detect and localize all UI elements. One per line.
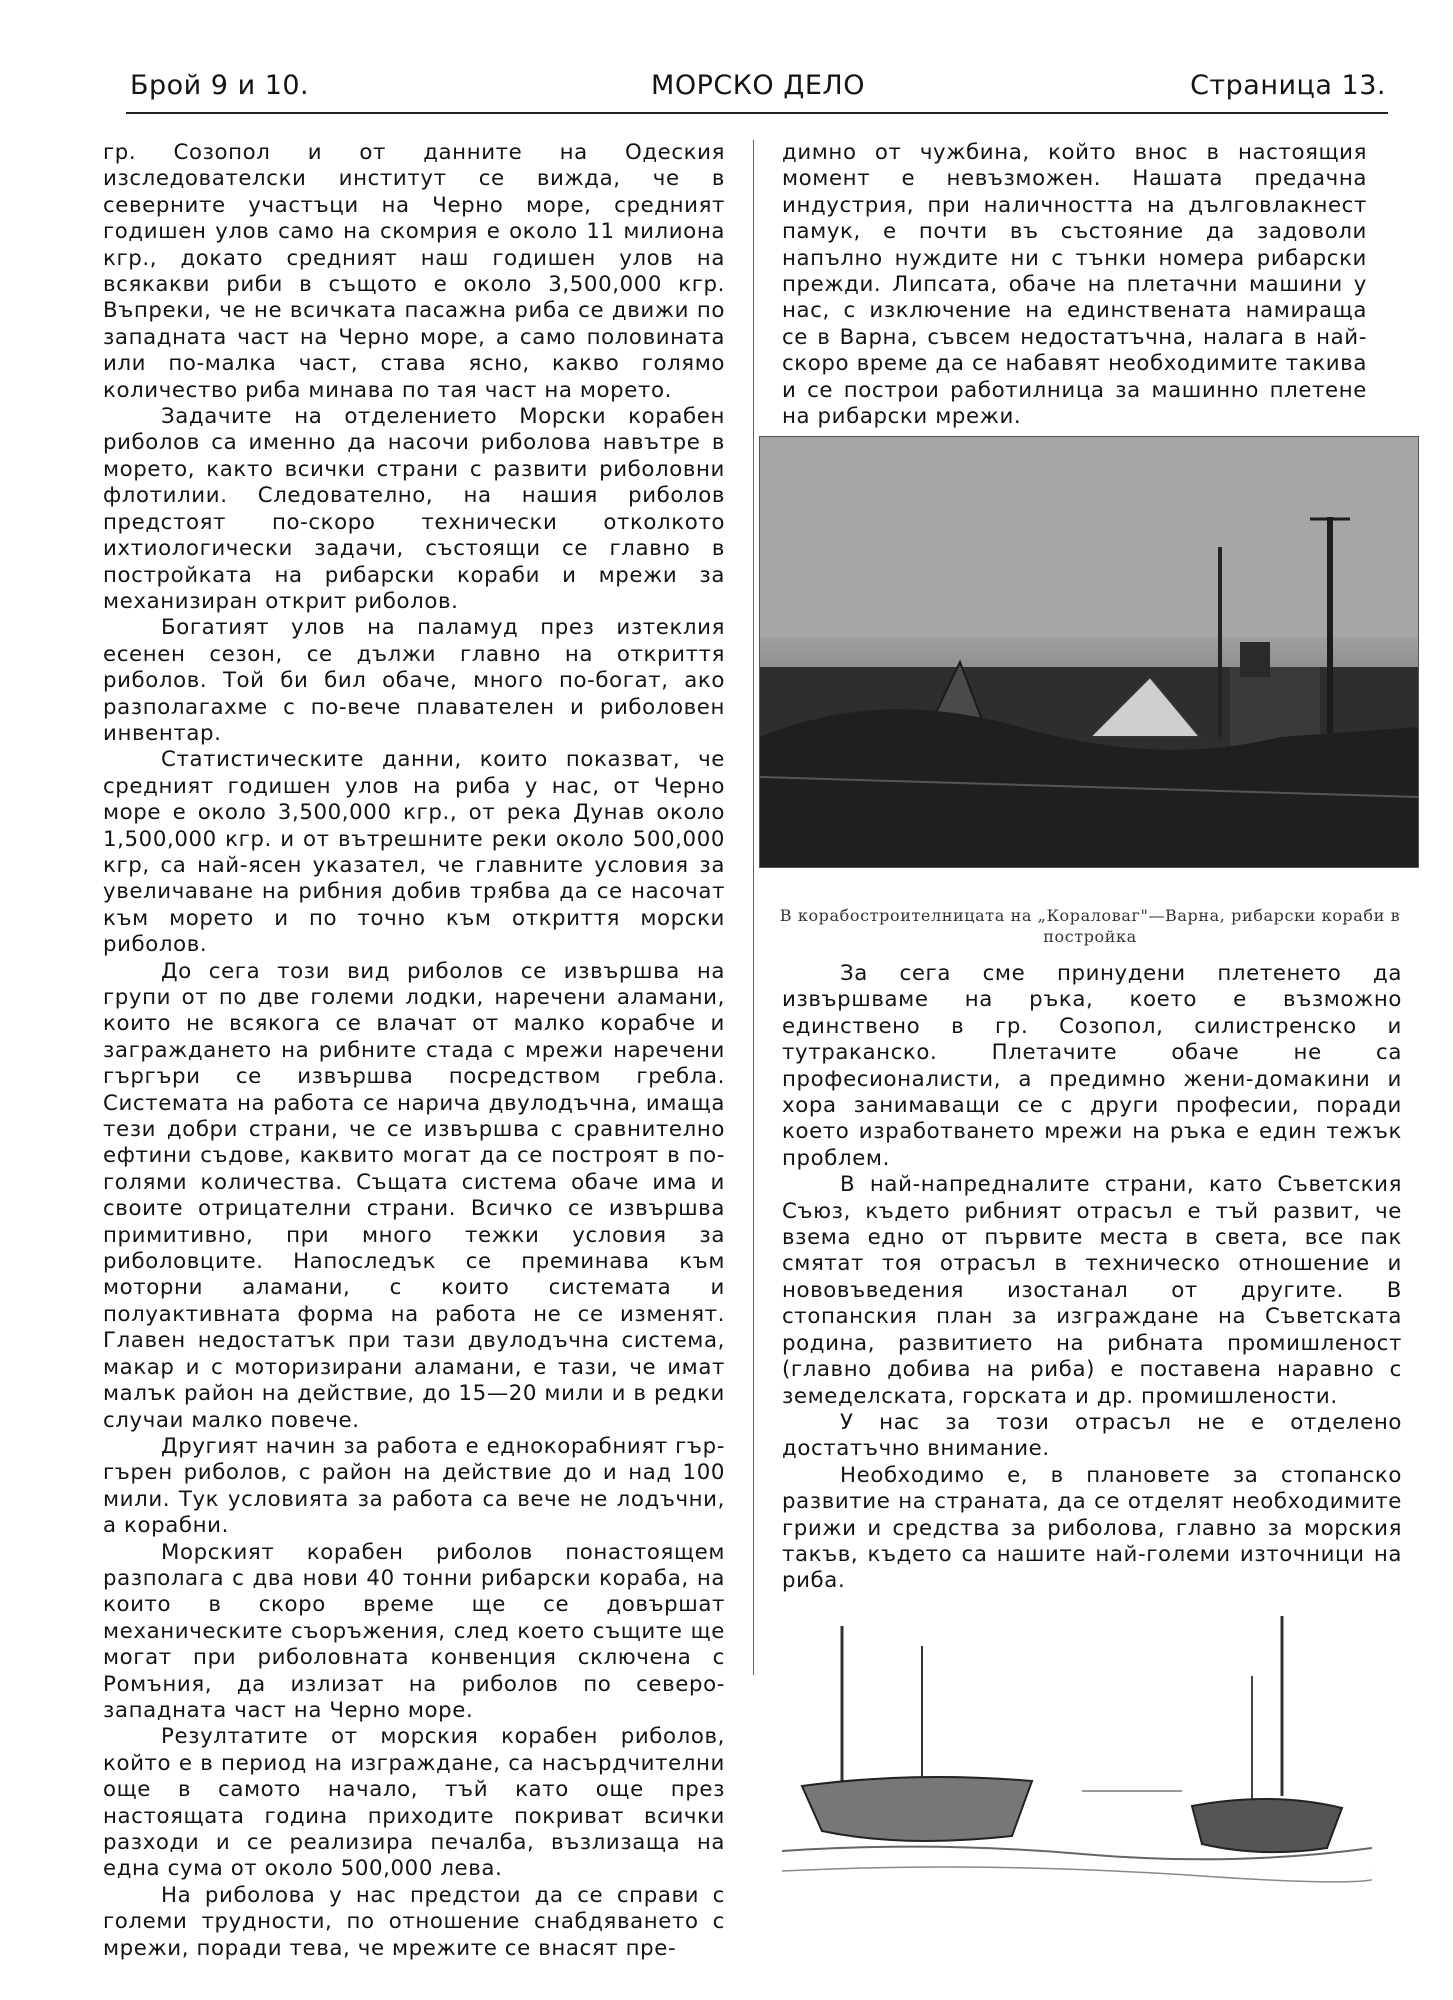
- paragraph: гр. Созопол и от данните на Одеския изследователски институт се вижда, че в северните участъци на Черно море, средният годишен улов само на скомрия е около 11 милиона кгр., докато средният наш годишен улов на всякакви риби в същото е около 3,500,000 кгр. Въпреки, че не всичката пасажна риба се движи по западната част на Черно море, а само половината или по-малка част, става ясно, какво голямо количество риба минава по тая част на морето.: [103, 140, 725, 403]
- photo-caption: В корабостроителницата на „Кораловаг"—Варна, рибарски кораби в постройка: [779, 906, 1401, 946]
- paragraph: Богатият улов на паламуд през изтеклия есенен сезон, се дължи главно на откриття риболов. Той би бил обаче, много по-богат, ако разполагахме с по-вече плавателен и риболовен инвентар.: [103, 615, 725, 746]
- issue-number: Брой 9 и 10.: [130, 70, 310, 101]
- paragraph: До сега този вид риболов се извършва на групи от по две големи лодки, наречени аламани, които не всякога се влачат от малко корабче и заграждането на рибните стада с мрежи наречени гъргъри се извършва посредством гребла. Системата на работа се нарича двулодъчна, имаща тези добри страни, че се извършва с сравнително ефтини съдове, каквито могат да се построят в по-голями количества. Същата система обаче има и своите отрицателни страни. Всичко се извършва примитивно, при много тежки условия за риболовците. Напоследък се преминава към моторни аламани, с които системата и полуактивната форма на работа не се изменят. Главен недостатък при тази двулодъчна система, макар и с моторизирани аламани, е тази, че имат малък район на действие, до 15—20 мили и в редки случаи малко повече.: [103, 958, 725, 1433]
- paragraph: Задачите на отделението Морски корабен риболов са именно да насочи риболова навътре в морето, както всички страни с развити риболовни флотилии. Следователно, на нашия риболов предстоят по-скоро технически отколкото ихтиологически задачи, състоящи се главно в постройката на рибарски кораби и мрежи за механизиран открит риболов.: [103, 404, 725, 614]
- paragraph: Морският корабен риболов понастоящем разполага с два нови 40 тонни рибарски кораба, на които в скоро време ще се довършат механическите съоръжения, след което същите ще могат при риболовната конвенция сключена с Ромъния, да излизат на риболов по северо-западната част на Черно море.: [103, 1539, 725, 1723]
- right-column-top: [782, 140, 1367, 430]
- journal-title: МОРСКО ДЕЛО: [651, 70, 865, 101]
- paragraph: У нас за този отрасъл не е отделено достатъчно внимание.: [782, 1409, 1402, 1462]
- fishing-boats-drawing: [782, 1586, 1372, 1886]
- column-divider: [753, 140, 754, 1675]
- header-rule: [126, 112, 1388, 114]
- paragraph: За сега сме принудени плетенето да извършваме на ръка, което е възможно единствено в гр. Созопол, силистренско и тутраканско. Плетачите обаче не са професионалисти, а предимно жени-домакини и хора занимаващи се с други професии, поради което изработването мрежи на ръка е един тежък проблем.: [782, 961, 1402, 1171]
- paragraph: димно от чужбина, който внос в настоящия момент е невъзможен. Нашата предачна индустрия, при наличността на дълговлакнест памук, е почти въ състояние да задоволи напълно нуждите ни с тънки номера рибарски прежди. Липсата, обаче на плетачни машини у нас, с изключение на единствената намираща се в Варна, съвсем недостатъчна, налага в най-скоро време да се набавят необходимите такива и се построи работилница за машинно плетене на рибарски мрежи.: [782, 140, 1367, 430]
- paragraph: На риболова у нас предстои да се справи с големи трудности, по отношение снабдяването с мрежи, поради тева, че мрежите се внасят пре-: [103, 1882, 725, 1961]
- paragraph: В най-напредналите страни, като Съветския Съюз, където рибният отрасъл е тъй развит, че взема едно от първите места в света, все пак смятат тоя отрасъл в техническо отношение и нововъведения изостанал от другите. В стопанския план за изграждане на Съветската родина, развитието на рибната промишленост (главно добива на риба) е поставена наравно с земеделската, горската и др. промишлености.: [782, 1172, 1402, 1409]
- page-header: [130, 64, 1386, 108]
- paragraph: Другият начин за работа е еднокорабният гър-гърен риболов, с район на действие до и над 100 мили. Тук условията за работа са вече не лодъчни, а корабни.: [103, 1433, 725, 1539]
- paragraph: Статистическите данни, които показват, че средният годишен улов на риба у нас, от Черно море е около 3,500,000 кгр., от река Дунав около 1,500,000 кгр. и от вътрешните реки около 500,000 кгр, са най-ясен указател, че главните условия за увеличаване на рибния добив трябва да се насочат към морето и по точно към откриття морски риболов.: [103, 747, 725, 958]
- right-column-main: [782, 961, 1402, 1595]
- left-column: [103, 140, 725, 1962]
- paragraph: Необходимо е, в плановете за стопанско развитие на страната, да се отделят необходимите грижи и средства за риболова, главно за морския такъв, където са нашите най-големи източници на риба.: [782, 1462, 1402, 1594]
- page-number: Страница 13.: [1190, 70, 1386, 101]
- paragraph: Резултатите от морския корабен риболов, който е в период на изграждане, са насърдчителни още в самото начало, тъй като още през настоящата година приходите покриват всички разходи и се реализира печалба, възлизаща на една сума от около 500,000 лева.: [103, 1724, 725, 1882]
- shipyard-photo: [759, 436, 1419, 868]
